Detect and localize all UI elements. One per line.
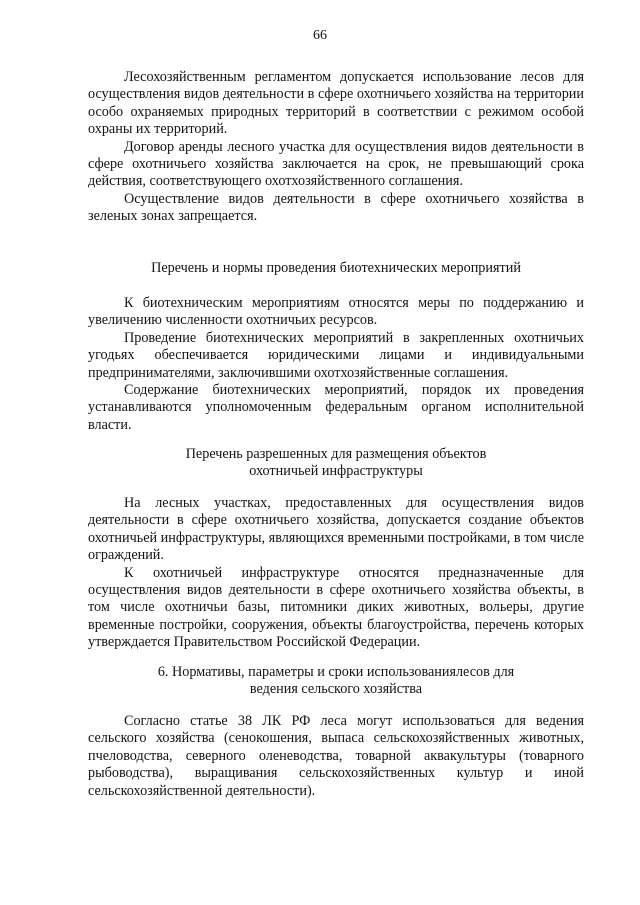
paragraph: Лесохозяйственным регламентом допускается использование лесов для осуществления видов деятельности в сфере охотничьего хозяйства на территории особо охраняемых природных территорий в соответствии с режимом особой охраны их территорий. bbox=[88, 69, 584, 138]
section-heading-agri bbox=[88, 664, 584, 699]
intro-section bbox=[88, 69, 584, 226]
page-number: 66 bbox=[313, 28, 327, 43]
agri-section bbox=[88, 713, 584, 800]
section-heading-infra bbox=[88, 446, 584, 481]
section-heading-biotech: Перечень и нормы проведения биотехнических мероприятий bbox=[151, 260, 521, 276]
paragraph: Содержание биотехнических мероприятий, порядок их проведения устанавливаются уполномоченным федеральным органом исполнительной власти. bbox=[88, 382, 584, 433]
heading-line: охотничьей инфраструктуры bbox=[249, 463, 423, 480]
paragraph: Согласно статье 38 ЛК РФ леса могут использоваться для ведения сельского хозяйства (сенокошения, выпаса сельскохозяйственных животных, пчеловодства, северного оленеводства, товарной аквакультуры (товарного рыбоводства), выращивания сельскохозяйственных культур и иной сельскохозяйственной деятельности). bbox=[88, 713, 584, 799]
paragraph: На лесных участках, предоставленных для осуществления видов деятельности в сфере охотничьего хозяйства, допускается создание объектов охотничьей инфраструктуры, являющихся временными постройками, в том числе ограждений. bbox=[88, 495, 584, 564]
heading-line: 6. Нормативы, параметры и сроки использованиялесов для bbox=[157, 664, 515, 680]
paragraph: Проведение биотехнических мероприятий в закрепленных охотничьих угодьях обеспечивается юридическими лицами и индивидуальными предпринимателями, заключившими охотхозяйственные соглашения. bbox=[88, 329, 584, 381]
infra-section bbox=[88, 495, 584, 652]
paragraph: К биотехническим мероприятиям относятся меры по поддержанию и увеличению численности охотничьих ресурсов. bbox=[88, 295, 584, 329]
heading-line: ведения сельского хозяйства bbox=[249, 681, 423, 698]
paragraph: Договор аренды лесного участка для осуществления видов деятельности в сфере охотничьего хозяйства заключается на срок, не превышающий срока действия, соответствующего охотхозяйственного соглашения. bbox=[88, 138, 584, 190]
paragraph: К охотничьей инфраструктуре относятся предназначенные для осуществления видов деятельности в сфере охотничьего хозяйства объекты, в том числе охотничьи базы, питомники диких животных, вольеры, другие временные постройки, сооружения, объекты благоустройства, перечень которых утверждается Правительством Российской Федерации. bbox=[88, 564, 584, 651]
heading-line: Перечень разрешенных для размещения объектов bbox=[185, 446, 487, 462]
biotech-section bbox=[88, 295, 584, 434]
paragraph: Осуществление видов деятельности в сфере охотничьего хозяйства в зеленых зонах запрещается. bbox=[88, 190, 584, 225]
